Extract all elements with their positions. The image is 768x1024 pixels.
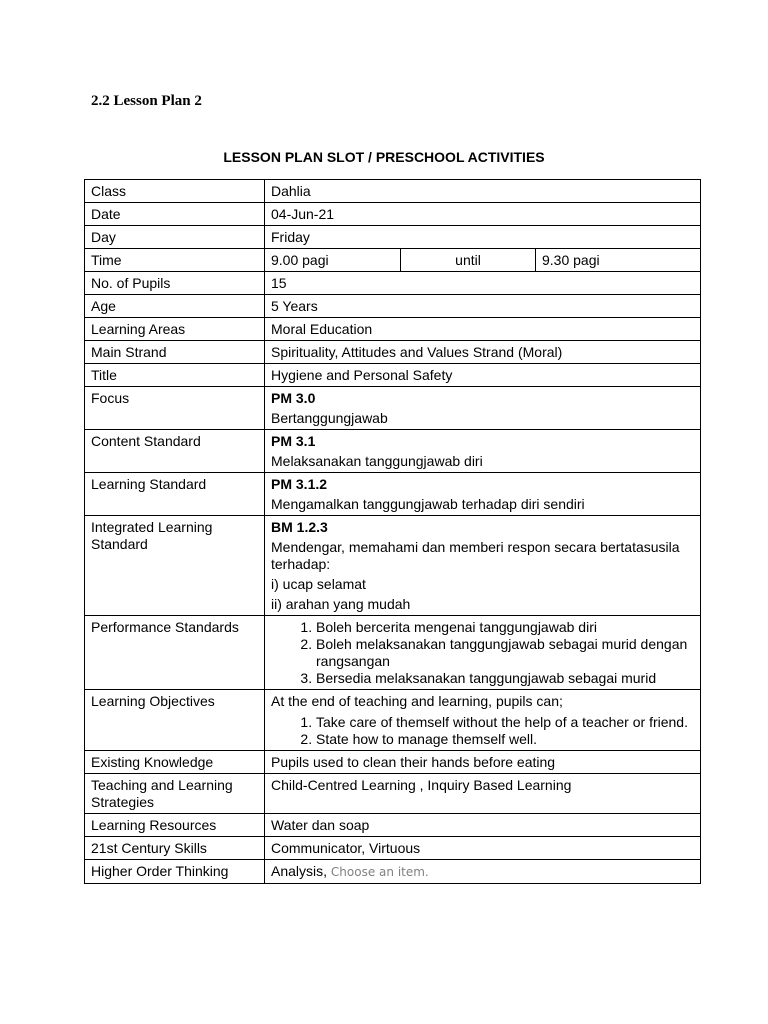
learning-resources-value: Water dan soap bbox=[265, 814, 701, 837]
table-row bbox=[85, 751, 701, 774]
table-row bbox=[85, 473, 701, 516]
list-item: 1. Take care of themself without the help of a teacher or friend. bbox=[316, 714, 694, 731]
table-row bbox=[85, 430, 701, 473]
higher-order-thinking-cell bbox=[265, 860, 701, 884]
table-row bbox=[85, 774, 701, 814]
table-row bbox=[85, 249, 701, 272]
learning-areas-value: Moral Education bbox=[265, 318, 701, 341]
date-value: 04-Jun-21 bbox=[265, 203, 701, 226]
row-label-performance-standards: Performance Standards bbox=[85, 616, 265, 690]
objectives-lead: At the end of teaching and learning, pupils can; bbox=[271, 693, 563, 709]
row-label-day: Day bbox=[85, 226, 265, 249]
table-title: LESSON PLAN SLOT / PRESCHOOL ACTIVITIES bbox=[223, 149, 545, 165]
focus-code: PM 3.0 bbox=[271, 390, 316, 406]
row-label-main-strand: Main Strand bbox=[85, 341, 265, 364]
row-label-content-standard: Content Standard bbox=[85, 430, 265, 473]
row-label-strategies: Teaching and Learning Strategies bbox=[85, 774, 265, 814]
table-row bbox=[85, 295, 701, 318]
row-label-21st-century-skills: 21st Century Skills bbox=[85, 837, 265, 860]
table-row bbox=[85, 180, 701, 203]
table-row bbox=[85, 318, 701, 341]
skills-value: Communicator, Virtuous bbox=[265, 837, 701, 860]
table-row bbox=[85, 690, 701, 751]
learning-objectives-cell bbox=[265, 690, 701, 751]
existing-knowledge-value: Pupils used to clean their hands before eating bbox=[265, 751, 701, 774]
choose-item-dropdown[interactable]: Choose an item. bbox=[330, 865, 429, 879]
row-label-learning-resources: Learning Resources bbox=[85, 814, 265, 837]
integrated-standard-cell bbox=[265, 516, 701, 616]
time-until: until bbox=[401, 249, 536, 272]
learning-standard-cell bbox=[265, 473, 701, 516]
focus-text: Bertanggungjawab bbox=[271, 410, 388, 426]
table-row bbox=[85, 226, 701, 249]
row-label-learning-areas: Learning Areas bbox=[85, 318, 265, 341]
performance-standards-list bbox=[271, 619, 694, 687]
row-label-age: Age bbox=[85, 295, 265, 318]
row-label-date: Date bbox=[85, 203, 265, 226]
table-row bbox=[85, 272, 701, 295]
integrated-standard-item: ii) arahan yang mudah bbox=[271, 596, 411, 612]
table-row bbox=[85, 341, 701, 364]
list-item: 3. Bersedia melaksanakan tanggungjawab sebagai murid bbox=[316, 670, 694, 687]
row-label-learning-objectives: Learning Objectives bbox=[85, 690, 265, 751]
list-item: 2. State how to manage themself well. bbox=[316, 731, 694, 748]
objectives-list bbox=[271, 714, 694, 748]
integrated-standard-text: Mendengar, memahami dan memberi respon secara bertatasusila terhadap: bbox=[271, 539, 680, 572]
learning-standard-text: Mengamalkan tanggungjawab terhadap diri sendiri bbox=[271, 496, 585, 512]
learning-standard-code: PM 3.1.2 bbox=[271, 476, 328, 492]
list-item: 1. Boleh bercerita mengenai tanggungjawab diri bbox=[316, 619, 694, 636]
table-row bbox=[85, 837, 701, 860]
content-standard-cell bbox=[265, 430, 701, 473]
table-row bbox=[85, 364, 701, 387]
row-label-title: Title bbox=[85, 364, 265, 387]
integrated-standard-code: BM 1.2.3 bbox=[271, 519, 328, 535]
section-heading: 2.2 Lesson Plan 2 bbox=[91, 93, 202, 109]
table-row bbox=[85, 860, 701, 884]
day-value: Friday bbox=[265, 226, 701, 249]
content-standard-text: Melaksanakan tanggungjawab diri bbox=[271, 453, 483, 469]
table-row bbox=[85, 616, 701, 690]
table-row bbox=[85, 203, 701, 226]
pupils-value: 15 bbox=[265, 272, 701, 295]
row-label-integrated-standard: Integrated Learning Standard bbox=[85, 516, 265, 616]
time-end: 9.30 pagi bbox=[536, 249, 701, 272]
time-start: 9.00 pagi bbox=[265, 249, 401, 272]
table-row bbox=[85, 387, 701, 430]
focus-cell bbox=[265, 387, 701, 430]
strategies-value: Child-Centred Learning , Inquiry Based Learning bbox=[265, 774, 701, 814]
row-label-existing-knowledge: Existing Knowledge bbox=[85, 751, 265, 774]
content-standard-code: PM 3.1 bbox=[271, 433, 316, 449]
table-row bbox=[85, 814, 701, 837]
performance-standards-cell bbox=[265, 616, 701, 690]
row-label-higher-order-thinking: Higher Order Thinking bbox=[85, 860, 265, 884]
age-value: 5 Years bbox=[265, 295, 701, 318]
title-value: Hygiene and Personal Safety bbox=[265, 364, 701, 387]
row-label-learning-standard: Learning Standard bbox=[85, 473, 265, 516]
class-value: Dahlia bbox=[265, 180, 701, 203]
main-strand-value: Spirituality, Attitudes and Values Strand (Moral) bbox=[265, 341, 701, 364]
hots-value: Analysis, bbox=[271, 863, 331, 879]
row-label-class: Class bbox=[85, 180, 265, 203]
table-row bbox=[85, 516, 701, 616]
lesson-plan-table bbox=[84, 179, 701, 884]
list-item: 2. Boleh melaksanakan tanggungjawab sebagai murid dengan rangsangan bbox=[316, 636, 694, 670]
row-label-focus: Focus bbox=[85, 387, 265, 430]
row-label-pupils: No. of Pupils bbox=[85, 272, 265, 295]
row-label-time: Time bbox=[85, 249, 265, 272]
integrated-standard-item: i) ucap selamat bbox=[271, 576, 366, 592]
